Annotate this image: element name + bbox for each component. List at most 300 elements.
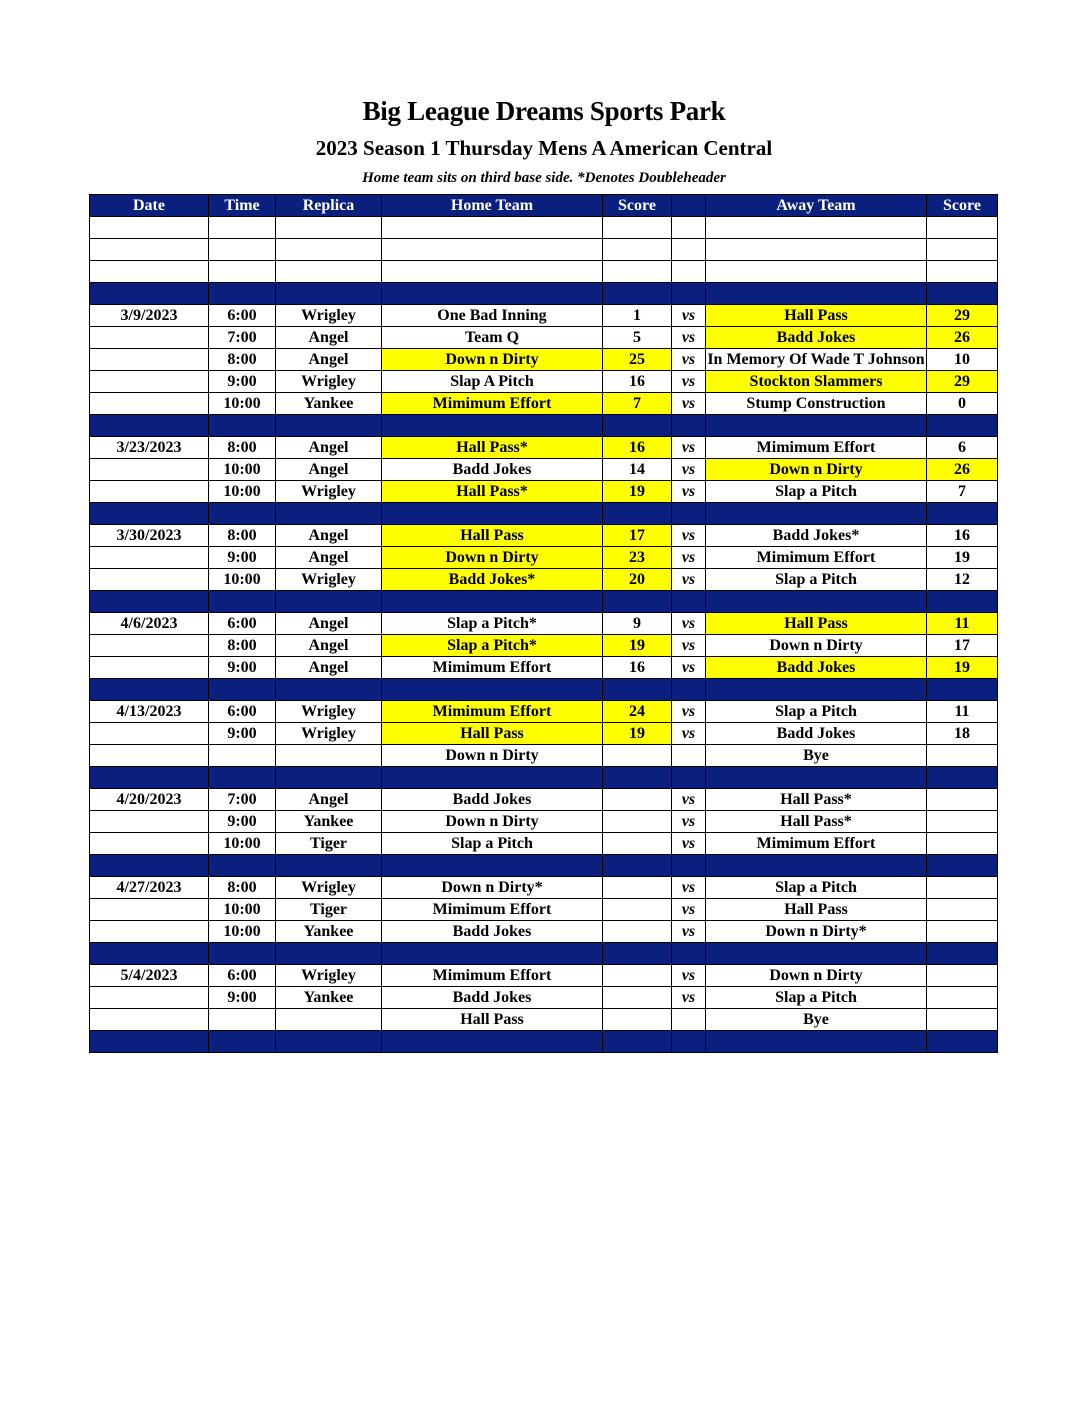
away-score-cell [927,1031,998,1053]
away-score-cell [927,811,998,833]
game-row [90,349,998,371]
time-cell: 10:00 [209,833,276,855]
time-cell: 10:00 [209,569,276,591]
col-header-away-team: Away Team [706,195,927,217]
away-score-cell: 18 [927,723,998,745]
home-score-cell: 24 [603,701,672,723]
replica-cell: Angel [276,459,382,481]
home-team-cell: Hall Pass [382,1009,603,1031]
away-score-cell [927,987,998,1009]
away-team-cell: Hall Pass* [706,789,927,811]
vs-cell [672,415,706,437]
game-row [90,393,998,415]
home-team-cell: Down n Dirty [382,745,603,767]
away-score-cell: 19 [927,547,998,569]
date-cell [90,481,209,503]
game-row [90,657,998,679]
vs-cell [672,855,706,877]
separator-row [90,1031,998,1053]
away-score-cell: 26 [927,459,998,481]
home-team-cell [382,415,603,437]
date-cell [90,679,209,701]
home-score-cell [603,899,672,921]
away-team-cell [706,261,927,283]
page-subtitle: 2023 Season 1 Thursday Mens A American Central [315,136,773,160]
away-team-cell: Slap a Pitch [706,987,927,1009]
date-cell [90,547,209,569]
home-score-cell: 1 [603,305,672,327]
vs-cell [672,239,706,261]
home-score-cell: 7 [603,393,672,415]
home-team-cell [382,1031,603,1053]
home-team-cell [382,679,603,701]
away-team-cell: Mimimum Effort [706,547,927,569]
schedule-body [90,217,998,1053]
time-cell: 6:00 [209,965,276,987]
away-team-cell [706,503,927,525]
vs-cell: vs [672,789,706,811]
away-score-cell [927,965,998,987]
away-team-cell: Down n Dirty [706,635,927,657]
home-score-cell: 17 [603,525,672,547]
empty-row [90,239,998,261]
home-team-cell: Slap A Pitch [382,371,603,393]
home-score-cell [603,1009,672,1031]
replica-cell [276,679,382,701]
home-team-cell [382,283,603,305]
home-team-cell: Down n Dirty [382,547,603,569]
time-cell: 7:00 [209,327,276,349]
vs-cell: vs [672,811,706,833]
col-header-replica: Replica [276,195,382,217]
replica-cell: Yankee [276,811,382,833]
date-cell [90,723,209,745]
time-cell [209,745,276,767]
vs-cell: vs [672,635,706,657]
time-cell [209,767,276,789]
home-team-cell: Mimimum Effort [382,657,603,679]
date-cell [90,921,209,943]
date-cell [90,943,209,965]
replica-cell [276,217,382,239]
separator-row [90,767,998,789]
time-cell [209,283,276,305]
away-team-cell: Hall Pass [706,305,927,327]
vs-cell [672,1031,706,1053]
away-team-cell [706,767,927,789]
away-team-cell: Hall Pass [706,613,927,635]
game-row [90,547,998,569]
vs-cell: vs [672,371,706,393]
date-cell [90,459,209,481]
replica-cell: Wrigley [276,723,382,745]
replica-cell: Angel [276,349,382,371]
away-team-cell: Slap a Pitch [706,877,927,899]
replica-cell: Angel [276,635,382,657]
date-cell: 4/27/2023 [90,877,209,899]
replica-cell: Angel [276,437,382,459]
home-team-cell: One Bad Inning [382,305,603,327]
home-team-cell [382,767,603,789]
date-cell: 4/13/2023 [90,701,209,723]
game-row [90,921,998,943]
vs-cell [672,503,706,525]
game-row [90,327,998,349]
replica-cell [276,943,382,965]
header-row [90,195,998,217]
away-team-cell: Badd Jokes [706,327,927,349]
home-team-cell [382,503,603,525]
separator-row [90,855,998,877]
vs-cell: vs [672,987,706,1009]
time-cell: 9:00 [209,811,276,833]
time-cell: 8:00 [209,635,276,657]
schedule-table [89,194,998,1053]
vs-cell: vs [672,437,706,459]
vs-cell [672,767,706,789]
game-row [90,723,998,745]
date-cell [90,591,209,613]
away-score-cell [927,239,998,261]
vs-cell [672,261,706,283]
date-cell [90,657,209,679]
empty-row [90,217,998,239]
date-cell [90,283,209,305]
vs-cell: vs [672,613,706,635]
vs-cell: vs [672,547,706,569]
time-cell [209,1009,276,1031]
home-team-cell: Badd Jokes [382,987,603,1009]
replica-cell [276,855,382,877]
away-team-cell: Badd Jokes [706,657,927,679]
vs-cell: vs [672,965,706,987]
time-cell [209,503,276,525]
date-cell [90,767,209,789]
away-score-cell: 11 [927,701,998,723]
home-team-cell: Mimimum Effort [382,965,603,987]
vs-cell: vs [672,305,706,327]
home-team-cell: Badd Jokes [382,789,603,811]
home-team-cell: Down n Dirty [382,811,603,833]
away-team-cell: Bye [706,1009,927,1031]
separator-row [90,943,998,965]
away-score-cell [927,591,998,613]
away-team-cell [706,1031,927,1053]
time-cell: 9:00 [209,371,276,393]
home-score-cell [603,503,672,525]
replica-cell: Tiger [276,833,382,855]
home-score-cell: 16 [603,437,672,459]
away-team-cell: Stump Construction [706,393,927,415]
home-score-cell [603,283,672,305]
away-team-cell: Hall Pass [706,899,927,921]
away-team-cell [706,855,927,877]
home-score-cell: 16 [603,371,672,393]
replica-cell: Wrigley [276,371,382,393]
away-team-cell: Bye [706,745,927,767]
col-header-home-team: Home Team [382,195,603,217]
vs-cell: vs [672,393,706,415]
away-score-cell: 16 [927,525,998,547]
home-team-cell: Hall Pass* [382,481,603,503]
home-score-cell: 16 [603,657,672,679]
away-score-cell [927,877,998,899]
time-cell [209,855,276,877]
time-cell: 8:00 [209,349,276,371]
away-score-cell [927,943,998,965]
date-cell [90,1031,209,1053]
separator-row [90,283,998,305]
home-team-cell [382,943,603,965]
away-score-cell [927,283,998,305]
replica-cell [276,261,382,283]
date-cell: 3/23/2023 [90,437,209,459]
date-cell [90,415,209,437]
time-cell [209,239,276,261]
date-cell [90,745,209,767]
replica-cell [276,1009,382,1031]
home-score-cell [603,679,672,701]
separator-row [90,679,998,701]
vs-cell: vs [672,921,706,943]
home-score-cell [603,745,672,767]
away-team-cell [706,415,927,437]
away-score-cell: 6 [927,437,998,459]
home-team-cell: Mimimum Effort [382,701,603,723]
time-cell: 9:00 [209,987,276,1009]
home-team-cell [382,591,603,613]
vs-cell: vs [672,723,706,745]
home-team-cell: Slap a Pitch* [382,635,603,657]
separator-row [90,415,998,437]
home-score-cell [603,789,672,811]
away-team-cell: Slap a Pitch [706,569,927,591]
game-row [90,811,998,833]
vs-cell: vs [672,701,706,723]
away-team-cell [706,283,927,305]
time-cell: 9:00 [209,547,276,569]
home-team-cell: Slap a Pitch [382,833,603,855]
replica-cell: Wrigley [276,877,382,899]
replica-cell: Angel [276,547,382,569]
away-team-cell: Mimimum Effort [706,437,927,459]
game-row [90,833,998,855]
replica-cell: Wrigley [276,569,382,591]
away-score-cell [927,261,998,283]
vs-cell [672,745,706,767]
time-cell [209,679,276,701]
replica-cell: Yankee [276,393,382,415]
page-note: Home team sits on third base side. *Denotes Doubleheader [362,170,726,186]
home-team-cell: Badd Jokes* [382,569,603,591]
home-team-cell: Hall Pass* [382,437,603,459]
replica-cell: Angel [276,327,382,349]
replica-cell: Angel [276,657,382,679]
date-cell [90,833,209,855]
away-score-cell [927,745,998,767]
vs-cell [672,283,706,305]
col-header-time: Time [209,195,276,217]
home-score-cell [603,767,672,789]
vs-cell [672,217,706,239]
home-score-cell [603,833,672,855]
away-score-cell [927,503,998,525]
away-team-cell: Slap a Pitch [706,701,927,723]
game-row [90,965,998,987]
away-score-cell [927,1009,998,1031]
date-cell [90,811,209,833]
away-score-cell [927,899,998,921]
game-row [90,481,998,503]
away-score-cell [927,833,998,855]
home-score-cell: 19 [603,481,672,503]
home-score-cell: 14 [603,459,672,481]
home-score-cell [603,1031,672,1053]
away-score-cell: 29 [927,371,998,393]
away-score-cell [927,921,998,943]
game-row [90,877,998,899]
date-cell: 3/30/2023 [90,525,209,547]
away-team-cell: In Memory Of Wade T Johnson [706,349,927,371]
page-title: Big League Dreams Sports Park [362,96,726,126]
time-cell [209,415,276,437]
home-score-cell: 19 [603,723,672,745]
home-score-cell [603,415,672,437]
vs-cell: vs [672,569,706,591]
time-cell [209,943,276,965]
away-team-cell: Stockton Slammers [706,371,927,393]
away-score-cell: 29 [927,305,998,327]
home-team-cell: Team Q [382,327,603,349]
time-cell: 10:00 [209,921,276,943]
home-score-cell [603,943,672,965]
replica-cell: Yankee [276,987,382,1009]
vs-cell [672,679,706,701]
home-score-cell: 9 [603,613,672,635]
date-cell [90,239,209,261]
date-cell [90,569,209,591]
date-cell [90,327,209,349]
time-cell: 6:00 [209,305,276,327]
time-cell: 10:00 [209,481,276,503]
home-score-cell: 20 [603,569,672,591]
game-row [90,525,998,547]
home-team-cell: Hall Pass [382,525,603,547]
game-row [90,635,998,657]
away-score-cell: 19 [927,657,998,679]
replica-cell: Yankee [276,921,382,943]
away-team-cell [706,239,927,261]
date-cell [90,217,209,239]
away-score-cell [927,217,998,239]
vs-cell: vs [672,657,706,679]
vs-cell [672,943,706,965]
date-cell [90,987,209,1009]
away-team-cell [706,217,927,239]
date-cell [90,1009,209,1031]
away-score-cell: 10 [927,349,998,371]
away-score-cell [927,679,998,701]
away-team-cell: Slap a Pitch [706,481,927,503]
away-team-cell: Badd Jokes [706,723,927,745]
replica-cell [276,1031,382,1053]
time-cell [209,217,276,239]
game-row [90,613,998,635]
col-header-home-score: Score [603,195,672,217]
home-team-cell: Slap a Pitch* [382,613,603,635]
away-team-cell [706,679,927,701]
separator-row [90,591,998,613]
game-row [90,459,998,481]
away-team-cell: Hall Pass* [706,811,927,833]
home-score-cell [603,261,672,283]
replica-cell [276,745,382,767]
away-score-cell: 12 [927,569,998,591]
time-cell: 7:00 [209,789,276,811]
home-team-cell: Badd Jokes [382,459,603,481]
replica-cell [276,415,382,437]
game-row [90,569,998,591]
col-header-away-score: Score [927,195,998,217]
home-score-cell [603,217,672,239]
vs-cell: vs [672,327,706,349]
time-cell: 6:00 [209,613,276,635]
game-row [90,701,998,723]
away-team-cell: Down n Dirty [706,459,927,481]
home-score-cell: 23 [603,547,672,569]
away-team-cell: Mimimum Effort [706,833,927,855]
replica-cell: Angel [276,525,382,547]
replica-cell: Angel [276,789,382,811]
date-cell [90,393,209,415]
vs-cell [672,591,706,613]
vs-cell: vs [672,877,706,899]
date-cell: 4/20/2023 [90,789,209,811]
time-cell [209,1031,276,1053]
vs-cell: vs [672,481,706,503]
replica-cell: Wrigley [276,481,382,503]
date-cell [90,261,209,283]
date-cell [90,503,209,525]
home-team-cell: Down n Dirty [382,349,603,371]
replica-cell [276,767,382,789]
home-score-cell [603,965,672,987]
separator-row [90,503,998,525]
time-cell: 9:00 [209,657,276,679]
replica-cell: Tiger [276,899,382,921]
time-cell: 10:00 [209,899,276,921]
time-cell: 8:00 [209,525,276,547]
home-score-cell [603,855,672,877]
home-team-cell: Down n Dirty* [382,877,603,899]
away-team-cell: Down n Dirty [706,965,927,987]
away-score-cell: 11 [927,613,998,635]
time-cell: 6:00 [209,701,276,723]
away-score-cell [927,415,998,437]
away-team-cell: Badd Jokes* [706,525,927,547]
col-header-vs [672,195,706,217]
home-team-cell [382,239,603,261]
away-score-cell: 7 [927,481,998,503]
vs-cell: vs [672,899,706,921]
time-cell: 8:00 [209,437,276,459]
home-team-cell: Mimimum Effort [382,899,603,921]
time-cell: 10:00 [209,459,276,481]
away-score-cell [927,855,998,877]
vs-cell: vs [672,459,706,481]
date-cell [90,635,209,657]
game-row [90,745,998,767]
